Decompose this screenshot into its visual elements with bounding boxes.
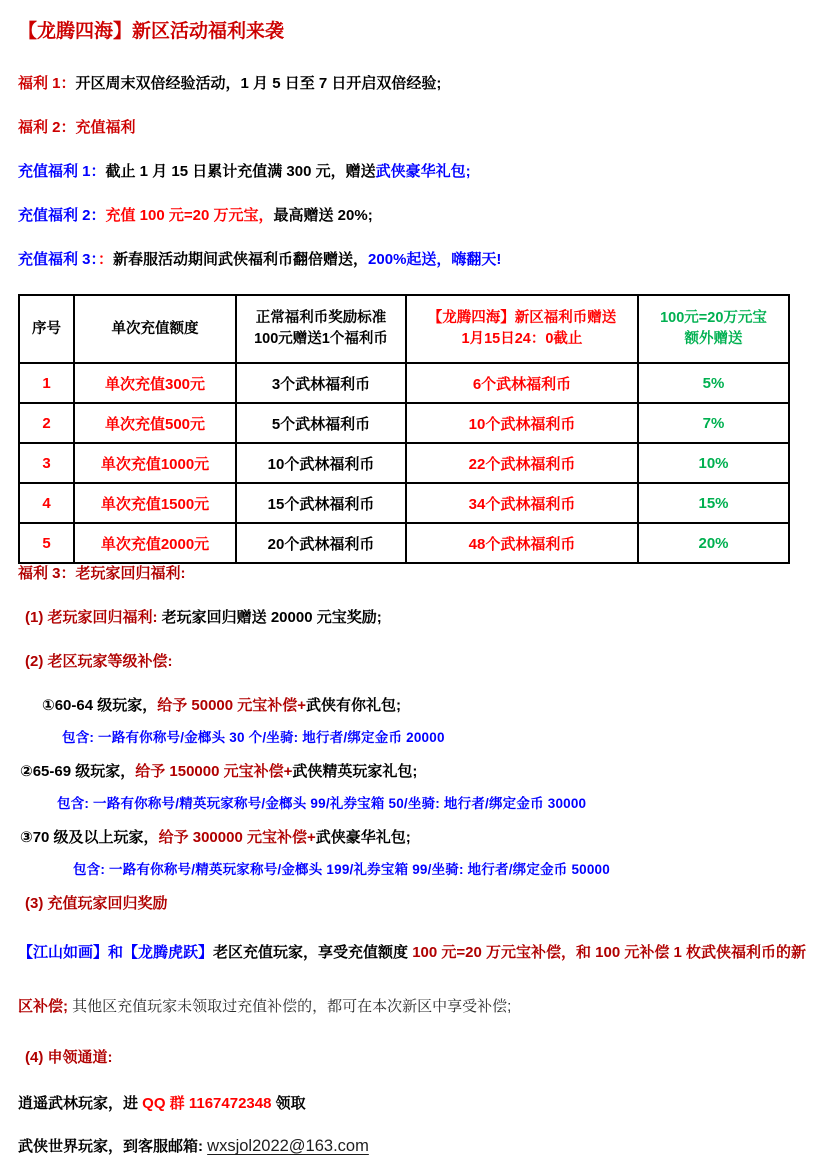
tier2-gift: 武侠精英玩家礼包; xyxy=(292,763,418,780)
table-row xyxy=(19,403,789,443)
cell-bonus: 6个武林福利币 xyxy=(406,363,638,403)
benefit3-item1-label: (1) 老玩家回归福利: xyxy=(25,609,162,626)
mail-line-prefix: 武侠世界玩家，到客服邮箱: xyxy=(18,1138,208,1155)
tier2-line xyxy=(18,762,818,782)
qq-claim-line xyxy=(18,1094,818,1114)
cell-amount: 单次充值1000元 xyxy=(74,443,236,483)
tier1-gift: 武侠有你礼包; xyxy=(306,697,402,714)
cell-bonus: 22个武林福利币 xyxy=(406,443,638,483)
cell-extra: 10% xyxy=(638,443,789,483)
cell-normal: 5个武林福利币 xyxy=(236,403,406,443)
qq-line-suffix: 领取 xyxy=(275,1095,306,1112)
tier1-compensation: 给予 50000 元宝补偿+ xyxy=(157,697,307,714)
benefit3-item2-label: (2) 老区玩家等级补偿: xyxy=(25,653,173,670)
cell-normal: 15个武林福利币 xyxy=(236,483,406,523)
cell-normal: 3个武林福利币 xyxy=(236,363,406,403)
tier3-gift: 武侠豪华礼包; xyxy=(315,829,411,846)
recharge-bonus-table xyxy=(18,294,790,564)
recharge-benefit2-label: 充值福利 2： xyxy=(18,207,106,224)
table-row xyxy=(19,483,789,523)
old-zone-names: 【江山如画】和【龙腾虎跃】 xyxy=(18,944,214,961)
benefit3-item3-label: (3) 充值玩家回归奖励 xyxy=(25,895,168,912)
header-newzone-reward: 【龙腾四海】新区福利币赠送 1月15日24：0截止 xyxy=(406,295,638,363)
qq-line-prefix: 逍遥武林玩家，进 xyxy=(18,1095,143,1112)
tier3-detail: 包含: 一路有你称号/精英玩家称号/金榔头 199/礼券宝箱 99/坐骑: 地行者/绑定金币 50000 xyxy=(73,862,610,877)
benefit3-item1-text: 老玩家回归赠送 20000 元宝奖励; xyxy=(161,609,382,626)
cell-extra: 7% xyxy=(638,403,789,443)
cell-normal: 10个武林福利币 xyxy=(236,443,406,483)
recharge-benefit3-label: 充值福利 3： xyxy=(18,251,99,268)
tier3-compensation: 给予 300000 元宝补偿+ xyxy=(158,829,316,846)
tier1-line xyxy=(18,696,818,716)
tier3-level: ③70 级及以上玩家， xyxy=(20,829,159,846)
recharge-benefit2-text: 最高赠送 20%; xyxy=(273,207,373,224)
qq-group-number: QQ 群 1167472348 xyxy=(142,1095,276,1112)
old-zone-recharge-paragraph xyxy=(18,926,818,1034)
tier2-detail: 包含: 一路有你称号/精英玩家称号/金榔头 99/礼券宝箱 50/坐骑: 地行者/绑定金币 30000 xyxy=(57,796,587,811)
cell-index: 2 xyxy=(19,403,74,443)
cell-extra: 15% xyxy=(638,483,789,523)
table-row xyxy=(19,523,789,563)
table-row xyxy=(19,363,789,403)
recharge-benefit2-rate: 充值 100 元=20 万元宝， xyxy=(105,207,274,224)
recharge-benefit3-line xyxy=(18,250,818,270)
tier1-level: ①60-64 级玩家， xyxy=(42,697,158,714)
recharge-benefit1-label: 充值福利 1： xyxy=(18,163,106,180)
recharge-benefit2-line xyxy=(18,206,818,226)
cell-extra: 5% xyxy=(638,363,789,403)
cell-amount: 单次充值2000元 xyxy=(74,523,236,563)
benefit3-item1 xyxy=(18,608,818,628)
recharge-benefit3-colon: ： xyxy=(98,251,114,268)
recharge-benefit3-text: 新春服活动期间武侠福利币翻倍赠送， xyxy=(113,251,369,268)
support-email-link[interactable]: wxsjol2022@163.com xyxy=(207,1137,369,1155)
header-extra-bonus: 100元=20万元宝 额外赠送 xyxy=(638,295,789,363)
old-zone-compensation: 100 元=20 万元宝补偿，和 100 元补偿 1 枚武侠福利币的新区补偿; xyxy=(18,944,807,1015)
old-zone-text: 老区充值玩家，享受充值额度 xyxy=(213,944,413,961)
recharge-benefit3-highlight: 200%起送，嗨翻天! xyxy=(368,251,502,268)
cell-extra: 20% xyxy=(638,523,789,563)
table-header-row xyxy=(19,295,789,363)
tier2-level: ②65-69 级玩家， xyxy=(20,763,136,780)
benefit1-text: 开区周末双倍经验活动，1 月 5 日至 7 日开启双倍经验; xyxy=(75,75,442,92)
benefit2-line: 福利 2：充值福利 xyxy=(18,119,136,136)
tier2-compensation: 给予 150000 元宝补偿+ xyxy=(135,763,293,780)
cell-normal: 20个武林福利币 xyxy=(236,523,406,563)
benefit1-line xyxy=(18,74,818,94)
old-zone-note: 其他区充值玩家未领取过充值补偿的，都可在本次新区中享受补偿; xyxy=(72,998,512,1015)
cell-amount: 单次充值500元 xyxy=(74,403,236,443)
cell-index: 4 xyxy=(19,483,74,523)
cell-index: 3 xyxy=(19,443,74,483)
cell-bonus: 48个武林福利币 xyxy=(406,523,638,563)
benefit3-header: 福利 3：老玩家回归福利: xyxy=(18,565,186,582)
page-title: 【龙腾四海】新区活动福利来袭 xyxy=(18,21,285,42)
mail-claim-line xyxy=(18,1136,818,1157)
header-normal-reward: 正常福利币奖励标准 100元赠送1个福利币 xyxy=(236,295,406,363)
recharge-benefit1-text: 截止 1 月 15 日累计充值满 300 元，赠送 xyxy=(105,163,376,180)
recharge-benefit1-gift: 武侠豪华礼包; xyxy=(375,163,471,180)
cell-index: 5 xyxy=(19,523,74,563)
cell-amount: 单次充值300元 xyxy=(74,363,236,403)
header-amount: 单次充值额度 xyxy=(74,295,236,363)
cell-bonus: 10个武林福利币 xyxy=(406,403,638,443)
benefit1-label: 福利 1： xyxy=(18,75,76,92)
header-index: 序号 xyxy=(19,295,74,363)
cell-index: 1 xyxy=(19,363,74,403)
recharge-benefit1-line xyxy=(18,162,818,182)
tier1-detail: 包含: 一路有你称号/金榔头 30 个/坐骑: 地行者/绑定金币 20000 xyxy=(62,730,445,745)
benefit3-item4-label: (4) 申领通道: xyxy=(25,1049,113,1066)
cell-bonus: 34个武林福利币 xyxy=(406,483,638,523)
cell-amount: 单次充值1500元 xyxy=(74,483,236,523)
table-row xyxy=(19,443,789,483)
tier3-line xyxy=(18,828,818,848)
